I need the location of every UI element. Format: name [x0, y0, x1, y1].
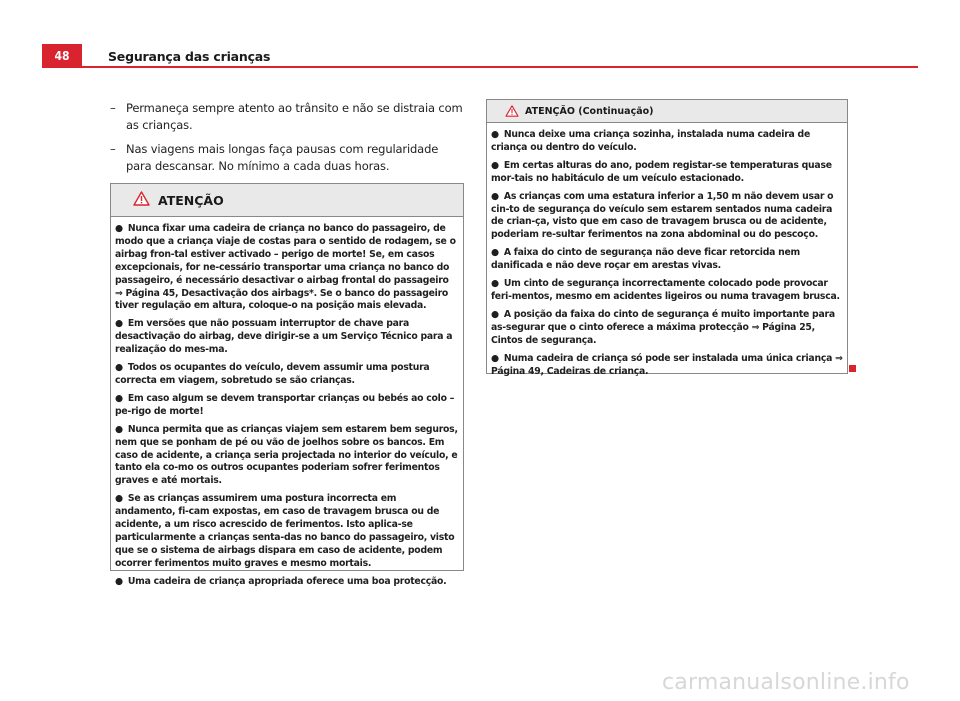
- bullet-marker: ●: [491, 247, 499, 259]
- bullet-marker: ●: [115, 362, 123, 374]
- warning-item: [115, 223, 459, 313]
- warning-item: [491, 129, 843, 155]
- warning-continuation-box: [486, 99, 848, 377]
- bullet-marker: ●: [115, 318, 123, 330]
- bullet-marker: ●: [115, 423, 123, 435]
- watermark: carmanualsonline.info: [662, 670, 910, 695]
- warning-item: [491, 160, 843, 186]
- bullet-marker: ●: [491, 308, 499, 320]
- list-item: [110, 100, 464, 134]
- warning-item: [115, 318, 459, 357]
- warning-triangle-icon: [133, 191, 150, 210]
- warning-item-text: A faixa do cinto de segurança não deve ficar retorcida nem danificada e não deve roçar em arestas vivas.: [491, 247, 800, 272]
- bullet-marker: ●: [491, 278, 499, 290]
- warning-item-text: Uma cadeira de criança apropriada oferece uma boa protecção.: [127, 575, 447, 587]
- warning-item-text: Se as crianças assumirem uma postura incorrecta em andamento, fi-cam expostas, em caso de travagem brusca ou de acidente, a um risco acrescido de ferimentos. Isto aplica-se particularmente a crianças senta-das no banco do passageiro, visto que se o sistema de airbags dispara em caso de acidente, podem ocorrer ferimentos muito graves e mesmo mortais.: [115, 493, 455, 569]
- warning-item-text: Em certas alturas do ano, podem registar-se temperaturas quase mor-tais no habitáculo de um veículo estacionado.: [491, 159, 832, 184]
- bullet-marker: ●: [115, 493, 123, 505]
- page-header: [42, 44, 918, 68]
- list-item: [110, 141, 464, 175]
- warning-item: [115, 493, 459, 570]
- warning-item-text: Todos os ocupantes do veículo, devem assumir uma postura correcta em viagem, sobretudo se são crianças.: [115, 362, 430, 386]
- header-divider: [42, 66, 918, 68]
- intro-list: [110, 100, 464, 182]
- warning-item-text: Em versões que não possuam interruptor de chave para desactivação do airbag, deve dirigir-se a um Serviço Técnico para a realização do mes-ma.: [115, 318, 453, 356]
- bullet-marker: ●: [491, 190, 499, 202]
- warning-header: [487, 100, 847, 123]
- warning-item-text: Nunca deixe uma criança sozinha, instalada numa cadeira de criança ou dentro do veículo.: [491, 129, 811, 153]
- section-title: Segurança das crianças: [108, 49, 271, 64]
- warning-item: [115, 393, 459, 419]
- warning-body: [487, 123, 847, 384]
- section-end-marker: [849, 365, 856, 372]
- warning-body: [111, 217, 463, 595]
- warning-item: [491, 247, 843, 273]
- warning-item-text: Em caso algum se devem transportar crianças ou bebés ao colo – pe-rigo de morte!: [115, 392, 455, 417]
- bullet-marker: ●: [115, 223, 123, 234]
- warning-item-text: Nunca permita que as crianças viajem sem estarem bem seguros, nem que se ponham de pé ou vão de joelhos sobre os bancos. Em caso de acidente, a criança seria projectada no interior do veículo, e tanto ela co-mo os outros ocupantes poderiam sofrer ferimentos graves e até mortais.: [115, 423, 458, 487]
- bullet-marker: ●: [491, 352, 499, 364]
- bullet-marker: ●: [491, 129, 499, 140]
- bullet-marker: ●: [491, 159, 499, 171]
- warning-box: [110, 183, 464, 587]
- warning-title: ATENÇÃO: [158, 192, 224, 208]
- warning-item: [115, 424, 459, 489]
- warning-header: [111, 184, 463, 217]
- warning-item-text: Numa cadeira de criança só pode ser instalada uma única criança ⇒ Página 49, Cadeiras de criança.: [491, 352, 843, 377]
- warning-item: [491, 309, 843, 348]
- warning-item-text: A posição da faixa do cinto de segurança é muito importante para as-segurar que o cinto oferece a máxima protecção ⇒ Página 25, Cintos de segurança.: [491, 308, 835, 346]
- list-item-text: Nas viagens mais longas faça pausas com regularidade para descansar. No mínimo a cada duas horas.: [126, 142, 439, 173]
- dash-marker: –: [110, 142, 116, 156]
- bullet-marker: ●: [115, 575, 123, 587]
- warning-item-text: Nunca fixar uma cadeira de criança no banco do passageiro, de modo que a criança viaje de costas para o sentido de rodagem, se o airbag fron-tal estiver activado – perigo de morte! Se, em casos excepcionais, for ne-cessário transportar uma criança no banco do passageiro, é necessário desactivar o airbag frontal do passageiro ⇒ Página 45, Desactivação dos airbags*. Se o banco do passageiro tiver regulação em altura, coloque-o na posição mais elevada.: [115, 223, 456, 312]
- warning-item: [115, 576, 459, 589]
- warning-item-text: As crianças com uma estatura inferior a 1,50 m não devem usar o cin-to de segurança do veículo sem estarem sentados numa cadeira de crian-ça, visto que em caso de travagem brusca ou de acidente, poderiam re-sultar ferimentos na zona abdominal ou do pescoço.: [491, 190, 834, 241]
- warning-item: [491, 278, 843, 304]
- bullet-marker: ●: [115, 392, 123, 404]
- page-number: 48: [42, 44, 82, 68]
- warning-item: [491, 353, 843, 379]
- dash-marker: –: [110, 101, 116, 115]
- warning-item-text: Um cinto de segurança incorrectamente colocado pode provocar feri-mentos, mesmo em acidentes ligeiros ou numa travagem brusca.: [491, 278, 840, 302]
- warning-item: [115, 362, 459, 388]
- warning-triangle-icon: [505, 102, 519, 121]
- list-item-text: Permaneça sempre atento ao trânsito e não se distraia com as crianças.: [126, 101, 463, 132]
- warning-item: [491, 191, 843, 243]
- warning-title: ATENÇÃO (Continuação): [525, 105, 654, 117]
